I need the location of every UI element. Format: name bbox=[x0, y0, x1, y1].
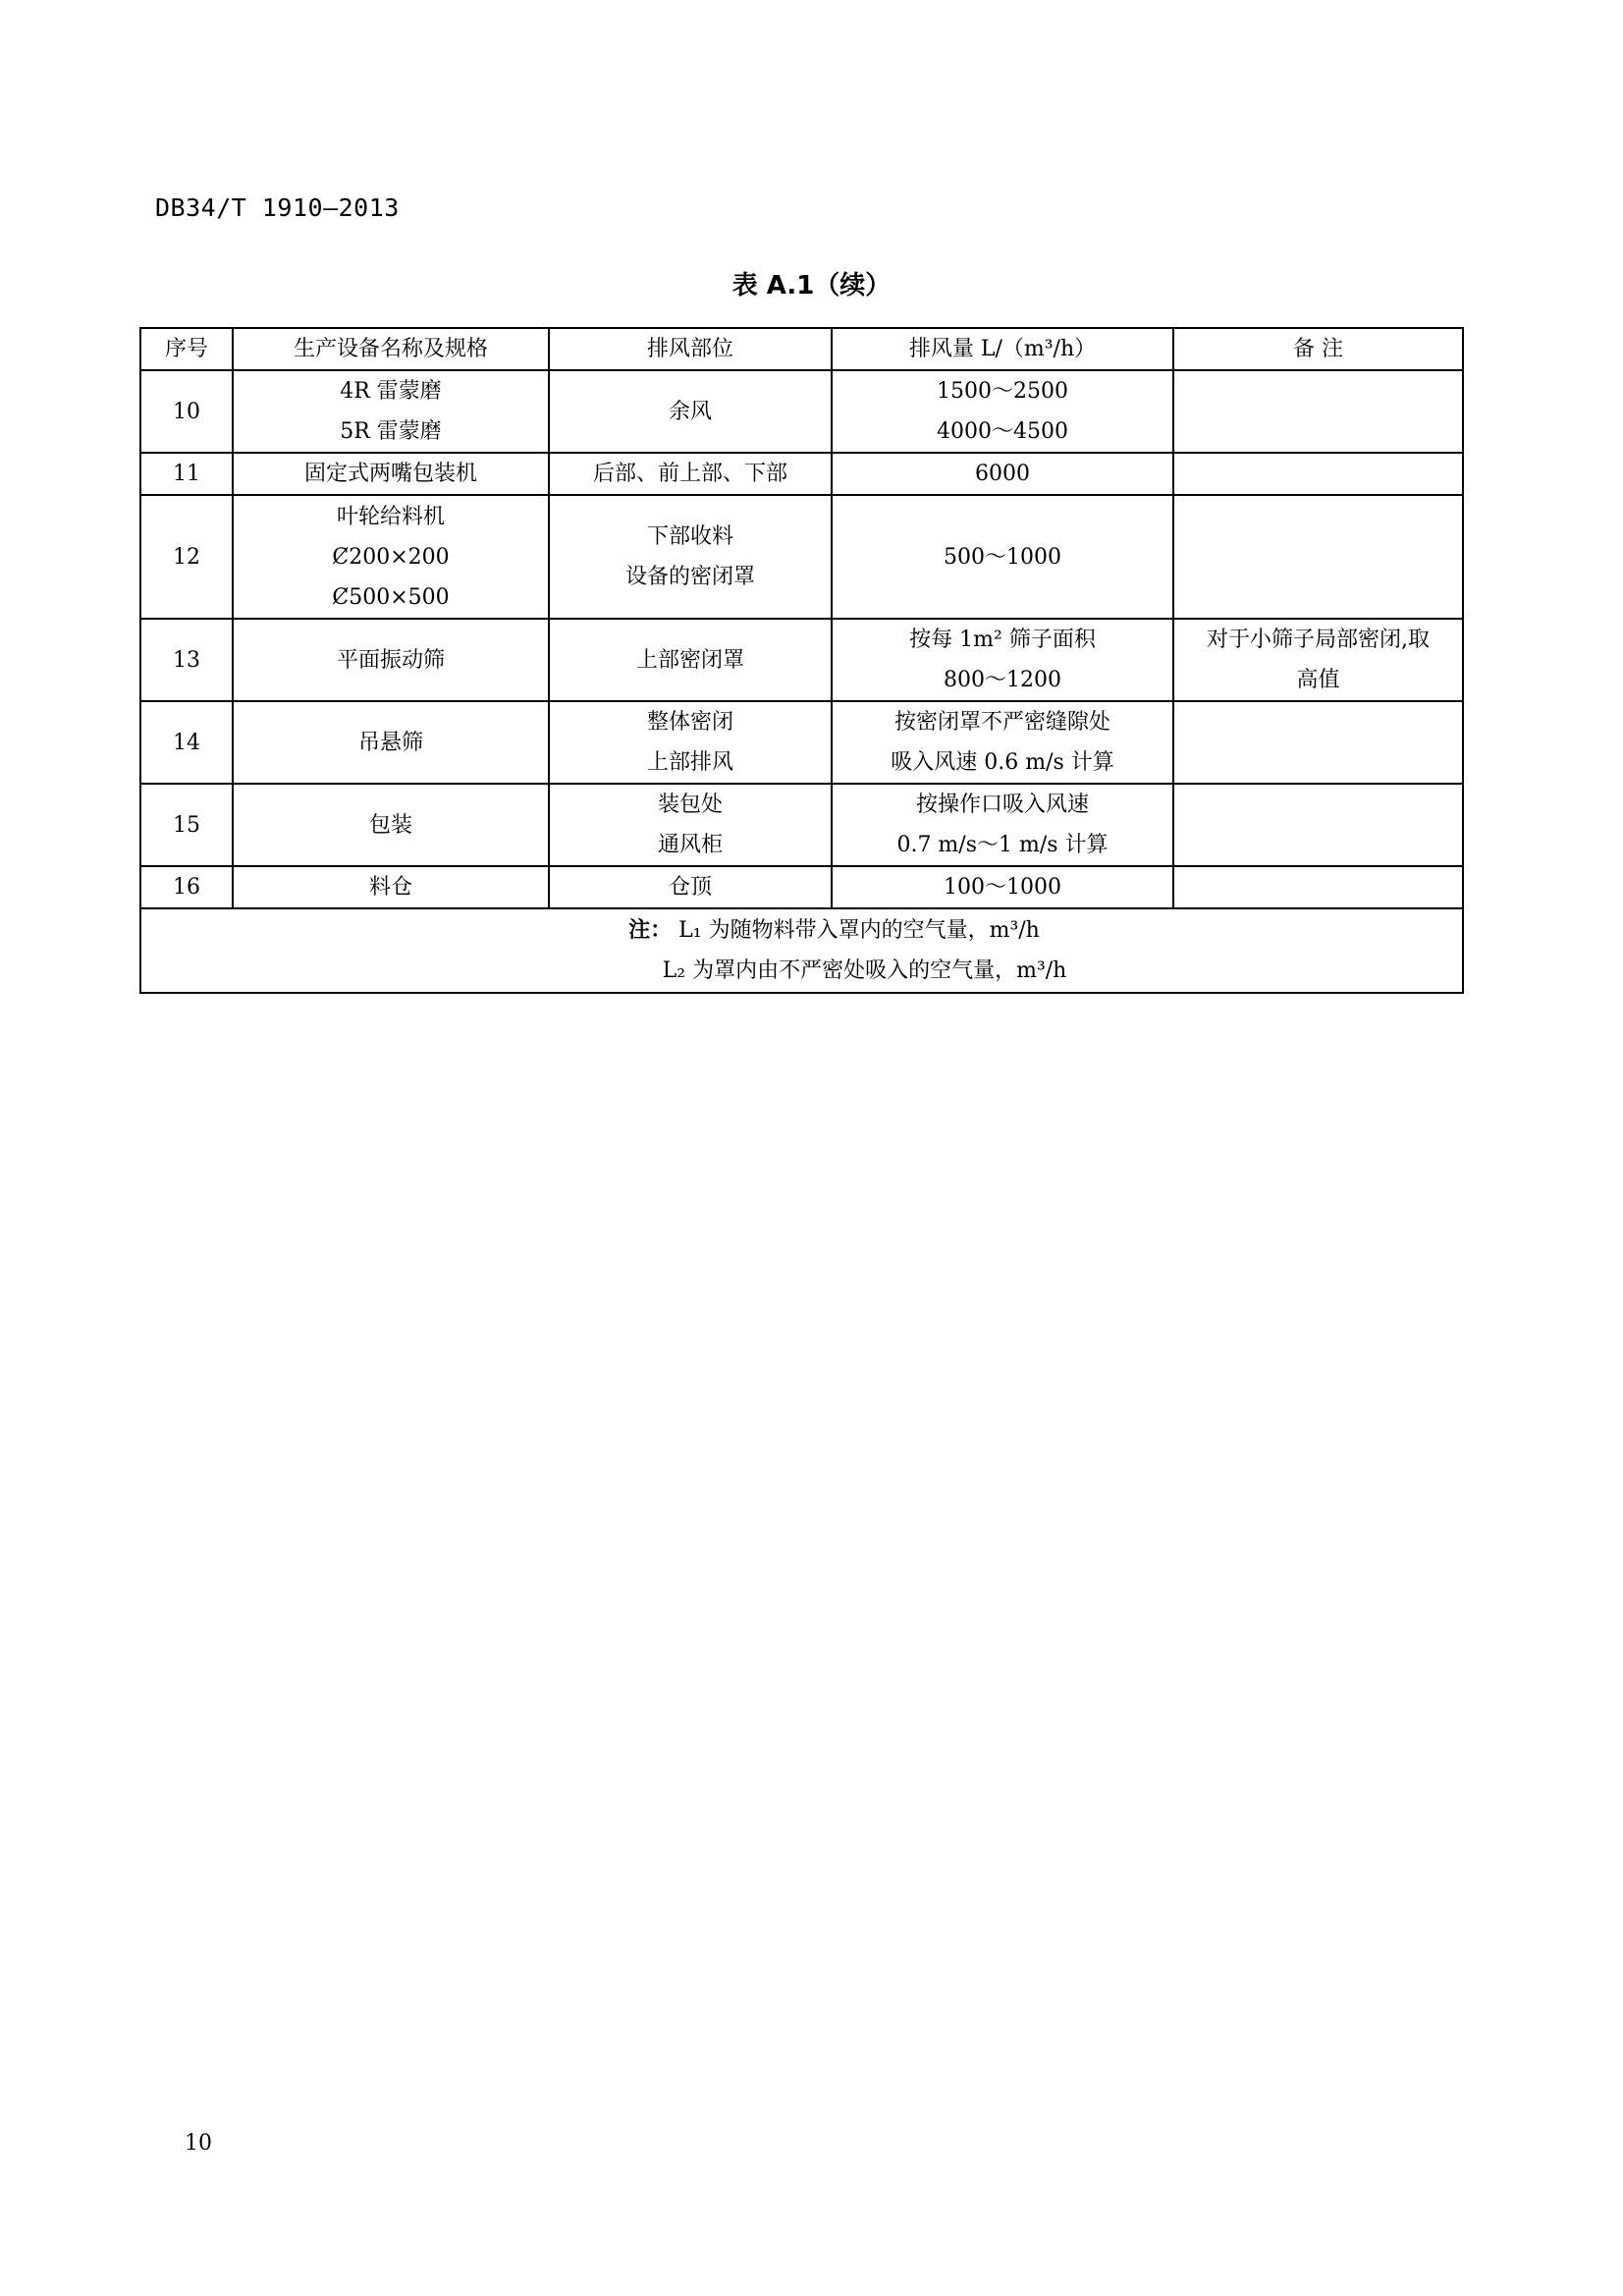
remark-cell bbox=[1173, 866, 1463, 908]
cell-line: 余风 bbox=[668, 399, 712, 424]
table-title: 表 A.1（续） bbox=[731, 271, 892, 301]
cell-line: 1500～2500 bbox=[937, 379, 1068, 404]
location-cell: 后部、前上部、下部 bbox=[549, 453, 832, 495]
cell-line: 5R 雷蒙磨 bbox=[340, 419, 442, 444]
cell-line: 整体密闭 bbox=[646, 710, 733, 735]
table-row bbox=[140, 619, 1463, 701]
row-number: 10 bbox=[140, 370, 233, 453]
column-header: 排风部位 bbox=[549, 328, 832, 370]
column-header: 生产设备名称及规格 bbox=[233, 328, 549, 370]
table-header-row bbox=[140, 328, 1463, 370]
location-cell bbox=[549, 370, 832, 453]
volume-cell: 100～1000 bbox=[832, 866, 1173, 908]
location-cell bbox=[549, 784, 832, 866]
remark-cell bbox=[1173, 370, 1463, 453]
document-code: DB34/T 1910—2013 bbox=[155, 193, 400, 222]
column-header: 序号 bbox=[140, 328, 233, 370]
row-number: 15 bbox=[140, 784, 233, 866]
row-number: 16 bbox=[140, 866, 233, 908]
table-row bbox=[140, 784, 1463, 866]
note-line bbox=[145, 910, 1458, 951]
volume-cell bbox=[832, 370, 1173, 453]
ventilation-table bbox=[139, 327, 1464, 994]
cell-line: 对于小筛子局部密闭,取 bbox=[1207, 628, 1430, 652]
cell-line: 按每 1m² 筛子面积 bbox=[909, 628, 1096, 652]
cell-line: 按操作口吸入风速 bbox=[915, 793, 1089, 817]
row-number: 11 bbox=[140, 453, 233, 495]
column-header: 排风量 L/（m³/h） bbox=[832, 328, 1173, 370]
remark-cell bbox=[1173, 619, 1463, 701]
cell-line: 0.7 m/s～1 m/s 计算 bbox=[896, 833, 1109, 857]
note-line: L₂ 为罩内由不严密处吸入的空气量，m³/h bbox=[662, 958, 1067, 983]
location-cell: 上部密闭罩 bbox=[549, 619, 832, 701]
table-row bbox=[140, 370, 1463, 453]
table-row bbox=[140, 866, 1463, 908]
volume-cell: 6000 bbox=[832, 453, 1173, 495]
note-text: L₁ 为随物料带入罩内的空气量，m³/h bbox=[678, 918, 1040, 943]
cell-line: 叶轮给料机 bbox=[336, 504, 445, 529]
cell-line: 800～1200 bbox=[944, 668, 1061, 692]
location-cell bbox=[549, 701, 832, 784]
cell-line: 设备的密闭罩 bbox=[624, 565, 755, 589]
table-notes bbox=[140, 908, 1463, 993]
row-number: 14 bbox=[140, 701, 233, 784]
remark-cell bbox=[1173, 495, 1463, 619]
cell-line: 上部排风 bbox=[646, 750, 733, 775]
equipment-cell: 固定式两嘴包装机 bbox=[233, 453, 549, 495]
cell-line: Ȼ200×200 bbox=[332, 544, 450, 570]
volume-cell: 500～1000 bbox=[832, 495, 1173, 619]
location-cell: 仓顶 bbox=[549, 866, 832, 908]
volume-cell bbox=[832, 784, 1173, 866]
row-number: 12 bbox=[140, 495, 233, 619]
equipment-cell: 吊悬筛 bbox=[233, 701, 549, 784]
column-header: 备 注 bbox=[1173, 328, 1463, 370]
cell-line: 装包处 bbox=[657, 793, 723, 817]
remark-cell bbox=[1173, 784, 1463, 866]
page-number: 10 bbox=[185, 2131, 212, 2156]
cell-line: 下部收料 bbox=[646, 524, 733, 549]
cell-line: 吸入风速 0.6 m/s 计算 bbox=[891, 750, 1114, 775]
cell-line: 4000～4500 bbox=[937, 419, 1068, 444]
cell-line: 高值 bbox=[1296, 668, 1340, 692]
equipment-cell bbox=[233, 370, 549, 453]
remark-cell bbox=[1173, 701, 1463, 784]
cell-line: 通风柜 bbox=[657, 833, 723, 857]
equipment-cell: 料仓 bbox=[233, 866, 549, 908]
volume-cell bbox=[832, 701, 1173, 784]
volume-cell bbox=[832, 619, 1173, 701]
table-notes-row bbox=[140, 908, 1463, 993]
note-label: 注： bbox=[628, 918, 673, 943]
equipment-cell: 包装 bbox=[233, 784, 549, 866]
location-cell bbox=[549, 495, 832, 619]
cell-line: Ȼ500×500 bbox=[332, 584, 450, 610]
table-row bbox=[140, 701, 1463, 784]
equipment-cell bbox=[233, 495, 549, 619]
cell-line: 按密闭罩不严密缝隙处 bbox=[893, 710, 1110, 735]
remark-cell bbox=[1173, 453, 1463, 495]
table-row bbox=[140, 453, 1463, 495]
table-row bbox=[140, 495, 1463, 619]
equipment-cell: 平面振动筛 bbox=[233, 619, 549, 701]
cell-line: 4R 雷蒙磨 bbox=[340, 379, 442, 404]
row-number: 13 bbox=[140, 619, 233, 701]
